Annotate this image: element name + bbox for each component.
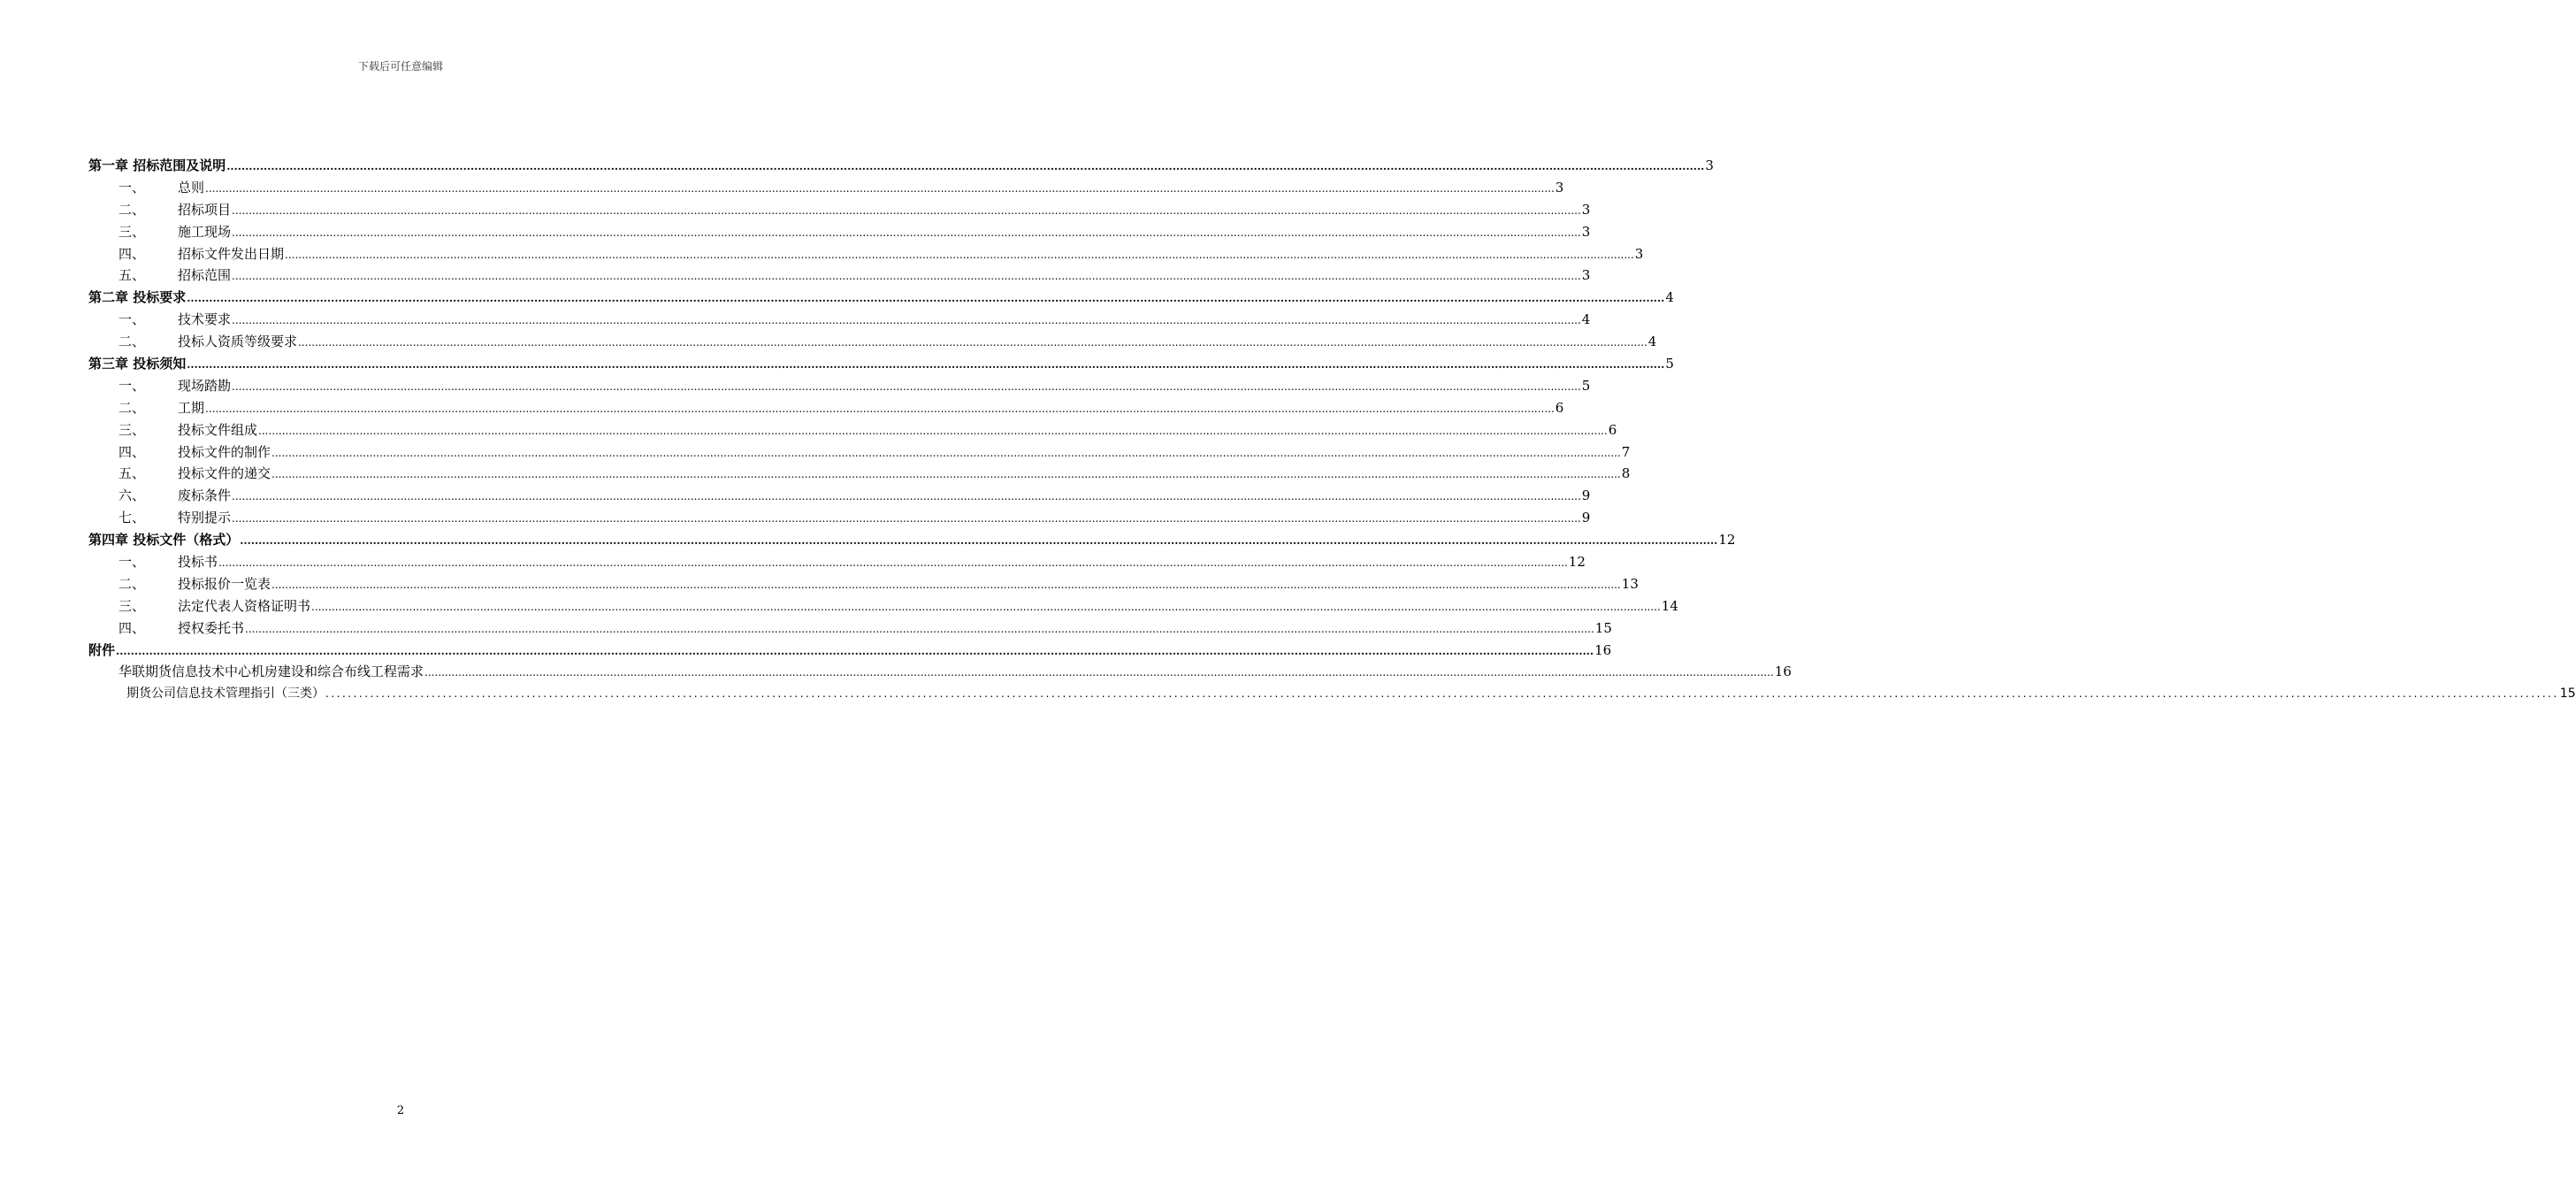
toc-entry-title: 废标条件 [178,487,232,504]
toc-entry-number: 三、 [118,597,146,614]
toc-dot-leader: ................................................................................................................................................................................................................................................................................................................................................................................................................ [298,336,1647,349]
toc-entry-title: 第一章 招标范围及说明 [88,157,226,173]
toc-entry[interactable] [88,265,1591,287]
toc-dot-leader: ................................................................................................................................................................................................................................................................................................................................................................................................................ [240,534,1718,548]
toc-entry-page: 6 [1555,399,1564,416]
toc-entry-title: 第三章 投标须知 [88,356,187,372]
toc-dot-leader: ................................................................................................................................................................................................................................................................................................................................................................................................................ [245,622,1594,635]
toc-entry-number: 七、 [118,510,146,526]
toc-entry-number: 二、 [118,575,146,592]
toc-entry-page: 3 [1581,267,1591,284]
toc-entry-page: 15 [2559,687,2576,702]
toc-entry-title: 投标文件组成 [178,421,258,438]
toc-entry-title: 授权委托书 [178,619,245,636]
toc-dot-leader: ................................................................................................................................................................................................................................................................................................................................................................................................................ [271,578,1621,591]
toc-dot-leader: ................................................................................................................................................................................................................................................................................................................................................................................................................ [271,446,1621,459]
toc-dot-leader: ................................................................................................................................................................................................................................................................................................................................................................................................................ [218,556,1568,570]
toc-entry-page: 3 [1555,179,1564,196]
toc-entry-title: 现场踏勘 [178,377,232,394]
toc-entry[interactable] [88,618,1612,640]
toc-entry[interactable] [88,661,1792,683]
toc-entry-number: 四、 [118,245,146,262]
toc-entry[interactable] [88,375,1591,397]
toc-entry-title: 期货公司信息技术管理指引（三类） [126,687,325,702]
toc-dot-leader: ................................................................................................................................................................................................................................................................................................................................................................................................................ [258,424,1608,437]
toc-dot-leader: ................................................................................................................................................................................................................................................................................................................................................................................................................ [232,314,1581,327]
toc-entry[interactable] [88,199,1591,221]
page-header: 下载后可任意编辑 [357,60,443,73]
toc-entry[interactable] [88,177,1564,199]
toc-entry-page: 9 [1581,510,1591,526]
toc-entry-title: 法定代表人资格证明书 [178,597,311,614]
toc-entry-number: 二、 [118,201,146,218]
toc-entry-number: 三、 [118,421,146,438]
toc-entry[interactable] [88,243,1644,265]
toc-dot-leader: ................................................................................................................................................................................................................................................................................................................................................................................................................ [116,644,1594,657]
toc-entry-title: 投标人资质等级要求 [178,334,298,350]
toc-entry-page: 4 [1665,289,1674,306]
toc-entry-page: 4 [1647,334,1657,350]
toc-entry[interactable] [88,221,1591,243]
toc-entry-title: 总则 [178,179,205,196]
toc-chapter-entry[interactable] [88,353,1674,375]
toc-entry[interactable] [88,507,1591,529]
toc-entry[interactable] [88,331,1657,353]
toc-dot-leader: ................................................................................................................................................................................................................................................................................................................................................................................................................ [271,468,1621,481]
toc-entry[interactable] [88,595,1678,618]
toc-entry-number: 五、 [118,267,146,284]
toc-dot-leader: ................................................................................................................................................................................................................................................................................................................................................................................................................ [325,687,2559,701]
toc-entry-title: 招标项目 [178,201,232,218]
toc-entry[interactable] [88,551,1586,573]
toc-dot-leader: ................................................................................................................................................................................................................................................................................................................................................................................................................ [232,203,1581,217]
toc-entry-title: 投标书 [178,554,218,571]
toc-entry-page: 15 [1594,619,1612,636]
toc-entry-title: 特别提示 [178,510,232,526]
toc-entry-number: 四、 [118,619,146,636]
toc-entry-page: 8 [1621,465,1631,482]
toc-entry-page: 6 [1608,421,1617,438]
toc-entry-number: 一、 [118,377,146,394]
toc-dot-leader: ................................................................................................................................................................................................................................................................................................................................................................................................................ [232,380,1581,393]
toc-entry-number: 五、 [118,465,146,482]
toc-entry-page: 16 [1774,664,1792,680]
toc-entry-number: 二、 [118,399,146,416]
toc-entry-title: 第二章 投标要求 [88,289,187,306]
toc-entry-page: 3 [1705,157,1714,173]
toc-entry-number: 六、 [118,487,146,504]
toc-entry-title: 招标文件发出日期 [178,245,285,262]
toc-entry-page: 9 [1581,487,1591,504]
toc-dot-leader: ................................................................................................................................................................................................................................................................................................................................................................................................................ [205,181,1555,195]
toc-entry-title: 工期 [178,399,205,416]
toc-entry-title: 投标文件的制作 [178,443,271,460]
toc-entry-page: 5 [1665,356,1674,372]
toc-dot-leader: ................................................................................................................................................................................................................................................................................................................................................................................................................ [232,270,1581,283]
toc-entry-page: 7 [1621,443,1631,460]
toc-entry-number: 一、 [118,554,146,571]
toc-dot-leader: ................................................................................................................................................................................................................................................................................................................................................................................................................ [187,358,1665,372]
toc-chapter-entry[interactable] [88,640,1612,662]
toc-entry-title: 附件 [88,641,116,658]
toc-entry-page: 3 [1581,223,1591,240]
toc-entry-title: 投标文件的递交 [178,465,271,482]
toc-dot-leader: ................................................................................................................................................................................................................................................................................................................................................................................................................ [226,160,1705,173]
toc-chapter-entry[interactable] [88,529,1736,551]
toc-entry-page: 4 [1581,311,1591,328]
toc-entry-title: 第四章 投标文件（格式） [88,532,240,548]
toc-entry[interactable] [88,463,1631,485]
toc-entry-title: 技术要求 [178,311,232,328]
toc-entry-page: 5 [1581,377,1591,394]
toc-entry[interactable] [88,397,1564,419]
toc-dot-leader: ................................................................................................................................................................................................................................................................................................................................................................................................................ [232,226,1581,239]
toc-entry[interactable] [126,683,2576,705]
toc-entry-page: 13 [1621,575,1639,592]
toc-entry-page: 14 [1661,597,1678,614]
toc-entry-title: 华联期货信息技术中心机房建设和综合布线工程需求 [118,664,424,680]
toc-dot-leader: ................................................................................................................................................................................................................................................................................................................................................................................................................ [285,248,1634,261]
toc-dot-leader: ................................................................................................................................................................................................................................................................................................................................................................................................................ [424,666,1774,679]
toc-entry-number: 一、 [118,311,146,328]
toc-entry-page: 12 [1568,554,1586,571]
toc-dot-leader: ................................................................................................................................................................................................................................................................................................................................................................................................................ [205,402,1555,415]
toc-entry-number: 一、 [118,179,146,196]
toc-entry-number: 四、 [118,443,146,460]
toc-entry-page: 3 [1581,201,1591,218]
toc-entry-page: 3 [1634,245,1644,262]
toc-chapter-entry[interactable] [88,287,1674,309]
toc-entry-title: 投标报价一览表 [178,575,271,592]
toc-chapter-entry[interactable] [88,155,1714,177]
toc-entry[interactable] [88,441,1631,464]
toc-entry[interactable] [88,573,1639,595]
toc-dot-leader: ................................................................................................................................................................................................................................................................................................................................................................................................................ [232,490,1581,503]
toc-entry[interactable] [88,485,1591,507]
page-number: 2 [396,1104,405,1117]
toc-entry-number: 三、 [118,223,146,240]
toc-entry[interactable] [88,309,1591,331]
toc-dot-leader: ................................................................................................................................................................................................................................................................................................................................................................................................................ [311,600,1661,613]
toc-entry-title: 招标范围 [178,267,232,284]
toc-entry-title: 施工现场 [178,223,232,240]
toc-entry[interactable] [88,419,1617,441]
toc-entry-page: 16 [1594,641,1612,658]
toc-dot-leader: ................................................................................................................................................................................................................................................................................................................................................................................................................ [187,292,1665,305]
toc-entry-page: 12 [1718,532,1736,548]
toc-dot-leader: ................................................................................................................................................................................................................................................................................................................................................................................................................ [232,512,1581,525]
toc-entry-number: 二、 [118,334,146,350]
table-of-contents [88,155,2576,705]
